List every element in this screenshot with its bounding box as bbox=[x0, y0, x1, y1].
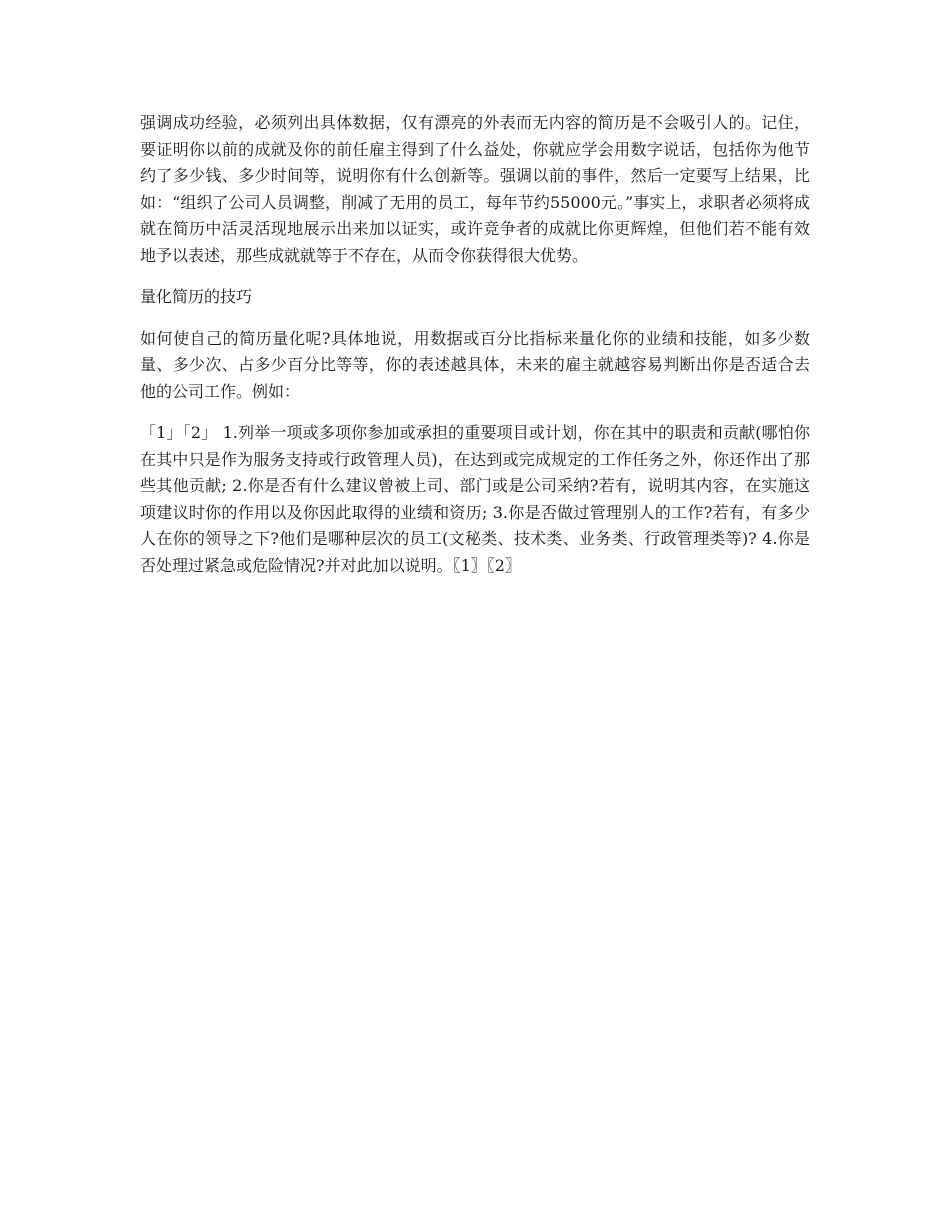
section-heading-quantify-resume: 量化简历的技巧 bbox=[140, 287, 253, 306]
paragraph-how-to-quantify: 如何使自己的简历量化呢?具体地说，用数据或百分比指标来量化你的业绩和技能，如多少数量、多少次、占多少百分比等等，你的表述越具体，未来的雇主就越容易判断出你是否适合去他的公司工作。例如： bbox=[140, 328, 810, 401]
paragraph-examples-list: 「1」「2」 1.列举一项或多项你参加或承担的重要项目或计划，你在其中的职责和贡献(哪怕你在其中只是作为服务支持或行政管理人员)，在达到或完成规定的工作任务之外，你还作出了那些其他贡献; 2.你是否有什么建议曾被上司、部门或是公司采纳?若有，说明其内容，在实施这项建议时你的作用以及你因此取得的业绩和资历; 3.你是否做过管理别人的工作?若有，有多少人在你的领导之下?他们是哪种层次的员工(文秘类、技术类、业务类、行政管理类等)? 4.你是否处理过紧急或危险情况?并对此加以说明。〖1〗〖2〗 bbox=[140, 423, 810, 575]
paragraph-achievements: 强调成功经验，必须列出具体数据，仅有漂亮的外表而无内容的简历是不会吸引人的。记住，要证明你以前的成就及你的前任雇主得到了什么益处，你就应学会用数字说话，包括你为他节约了多少钱、多少时间等，说明你有什么创新等。强调以前的事件，然后一定要写上结果，比如：“组织了公司人员调整，削减了无用的员工，每年节约55000元。”事实上，求职者必须将成就在简历中活灵活现地展示出来加以证实，或许竞争者的成就比你更辉煌，但他们若不能有效地予以表述，那些成就就等于不存在，从而令你获得很大优势。 bbox=[140, 113, 810, 265]
document-page bbox=[140, 110, 810, 594]
